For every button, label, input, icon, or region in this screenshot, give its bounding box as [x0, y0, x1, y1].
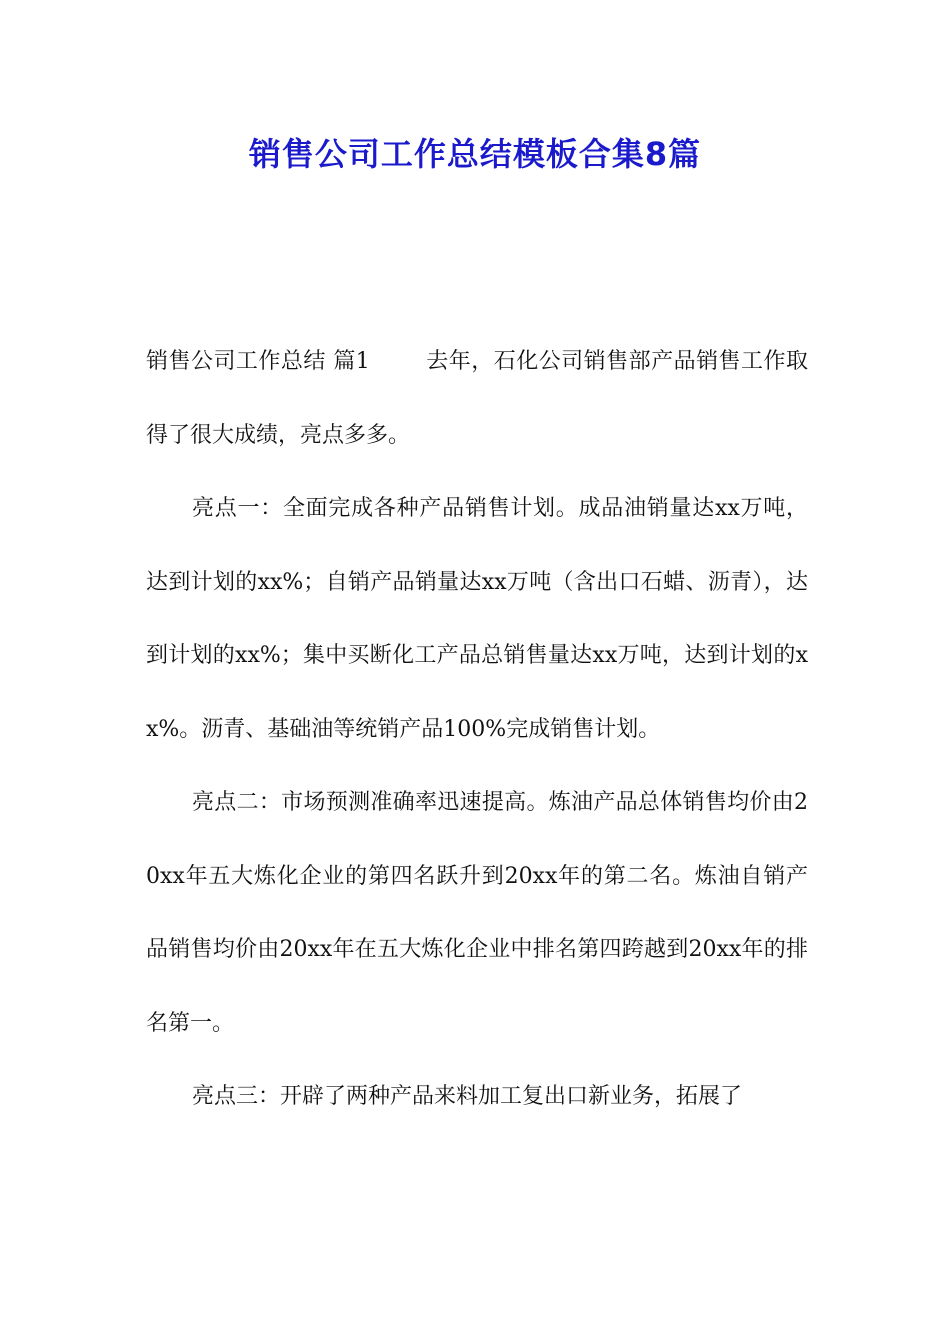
- paragraph-highlight-1: 亮点一：全面完成各种产品销售计划。成品油销量达xx万吨，达到计划的xx%；自销产品销量达xx万吨（含出口石蜡、沥青），达到计划的xx%；集中买断化工产品总销售量达xx万吨，达到计划的xx%。沥青、基础油等统销产品100%完成销售计划。: [146, 496, 808, 742]
- intro-text: 去年，石化公司销售部产品销售工作取得了很大成绩，亮点多多。: [146, 349, 808, 448]
- document-title: 销售公司工作总结模板合集8篇: [248, 135, 702, 173]
- section-heading: 销售公司工作总结 篇1: [146, 349, 370, 374]
- paragraph-highlight-3: 亮点三：开辟了两种产品来料加工复出口新业务，拓展了: [192, 1084, 743, 1109]
- paragraph-highlight-2: 亮点二：市场预测准确率迅速提高。炼油产品总体销售均价由20xx年五大炼化企业的第四名跃升到20xx年的第二名。炼油自销产品销售均价由20xx年在五大炼化企业中排名第四跨越到20xx年的排名第一。: [146, 790, 808, 1036]
- intro-paragraph: [146, 325, 808, 472]
- document-body: [146, 325, 808, 1134]
